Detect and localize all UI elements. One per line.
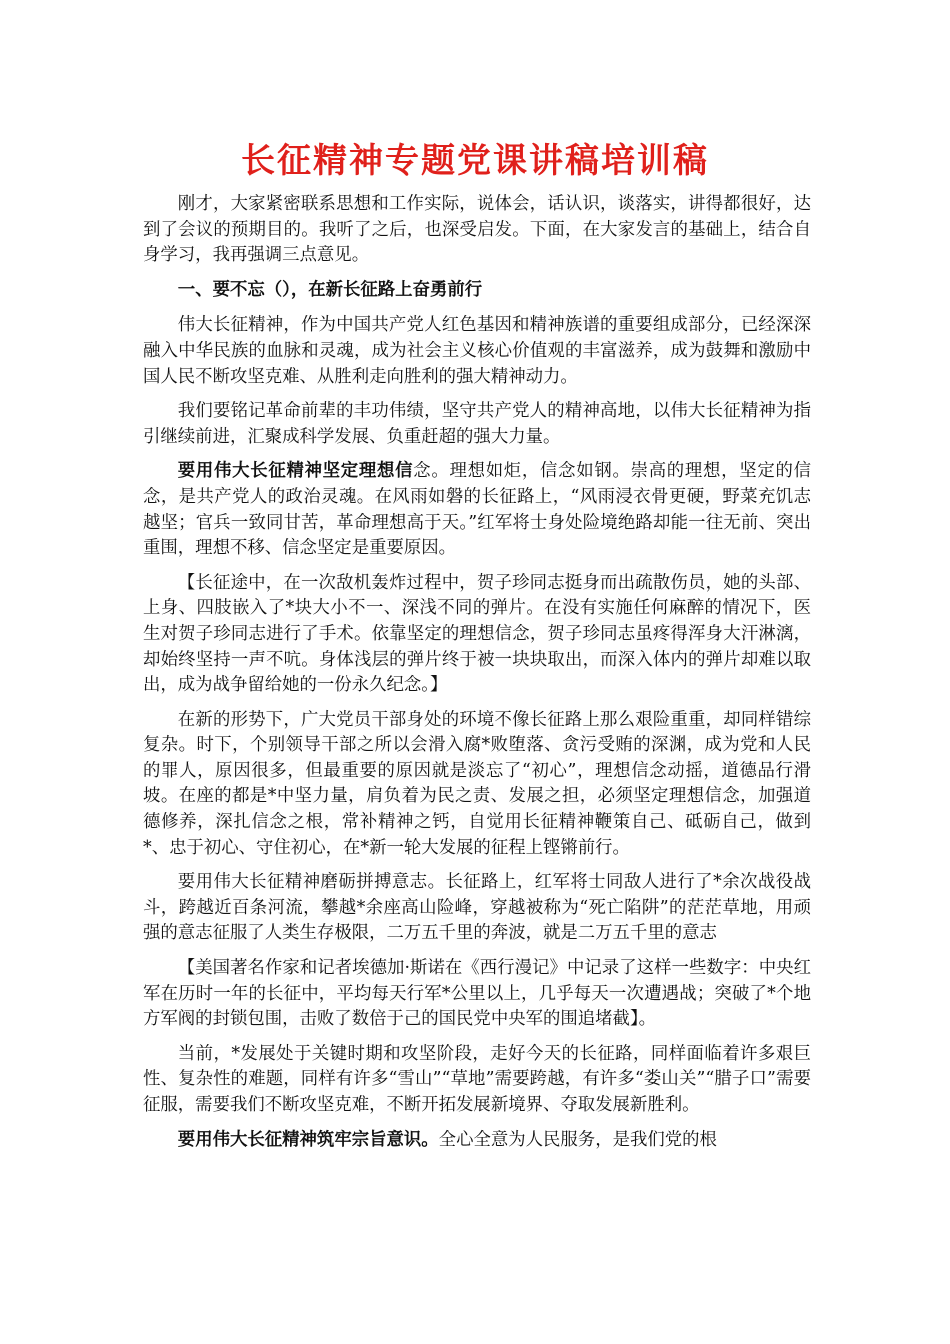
paragraph-text: 念。理想如炬，信念如钢。崇高的理想，坚定的信念，是共产党人的政治灵魂。在风雨如磐的长征路上，“风雨浸衣骨更硬，野菜充饥志越坚；官兵一致同甘苦，革命理想高于天。”红军将士身处险境绝路却能一往无前、突出重围，理想不移、信念坚定是重要原因。 — [143, 461, 811, 559]
paragraph: 当前，*发展处于关键时期和攻坚阶段，走好今天的长征路，同样面临着许多艰巨性、复杂性的难题，同样有许多“雪山”“草地”需要跨越，有许多“娄山关”“腊子口”需要征服，需要我们不断攻坚克难，不断开拓发展新境界、夺取发展新胜利。 — [143, 1043, 811, 1115]
section-heading-1: 一、要不忘（），在新长征路上奋勇前行 — [177, 279, 483, 300]
paragraph: 伟大长征精神，作为中国共产党人红色基因和精神族谱的重要组成部分，已经深深融入中华民族的血脉和灵魂，成为社会主义核心价值观的丰富滋养，成为鼓舞和激励中国人民不断攻坚克难、从胜利走向胜利的强大精神动力。 — [143, 315, 811, 387]
paragraph-intro: 刚才，大家紧密联系思想和工作实际，说体会，话认识，谈落实，讲得都很好，达到了会议的预期目的。我听了之后，也深受启发。下面，在大家发言的基础上，结合自身学习，我再强调三点意见。 — [143, 194, 811, 266]
document-body — [143, 192, 811, 1153]
paragraph-story-snow: 【美国著名作家和记者埃德加·斯诺在《西行漫记》中记录了这样一些数字：中央红军在历时一年的长征中，平均每天行军*公里以上，几乎每天一次遭遇战；突破了*个地方军阀的封锁包围，击败了数倍于己的国民党中央军的围追堵截】。 — [143, 958, 811, 1030]
paragraph-purpose — [143, 1128, 811, 1154]
paragraph-lead: 要用伟大长征精神筑牢宗旨意识。 — [177, 1129, 439, 1150]
paragraph-story-he-zizhen: 【长征途中，在一次敌机轰炸过程中，贺子珍同志挺身而出疏散伤员，她的头部、上身、四肢嵌入了*块大小不一、深浅不同的弹片。在没有实施任何麻醉的情况下，医生对贺子珍同志进行了手术。依靠坚定的理想信念，贺子珍同志虽疼得浑身大汗淋漓，却始终坚持一声不吭。身体浅层的弹片终于被一块块取出，而深入体内的弹片却难以取出，成为战争留给她的一份永久纪念。】 — [143, 572, 811, 696]
paragraph-ideals — [143, 459, 811, 561]
document-title: 长征精神专题党课讲稿培训稿 — [241, 141, 709, 181]
paragraph-lead: 要用伟大长征精神坚定理想信 — [177, 461, 414, 482]
paragraph: 在新的形势下，广大党员干部身处的环境不像长征路上那么艰险重重，却同样错综复杂。时下，个别领导干部之所以会滑入腐*败堕落、贪污受贿的深渊，成为党和人民的罪人，原因很多，但最重要的原因就是淡忘了“初心”，理想信念动摇，道德品行滑坡。在座的都是*中坚力量，肩负着为民之责、发展之担，必须坚定理想信念，加强道德修养，深扎信念之根，常补精神之钙，自觉用长征精神鞭策自己、砥砺自己，做到*、忠于初心、守住初心，在*新一轮大发展的征程上铿锵前行。 — [143, 709, 811, 858]
paragraph: 要用伟大长征精神磨砺拼搏意志。长征路上，红军将士同敌人进行了*余次战役战斗，跨越近百条河流，攀越*余座高山险峰，穿越被称为“死亡陷阱”的茫茫草地，用顽强的意志征服了人类生存极限，二万五千里的奔波，就是二万五千里的意志 — [143, 872, 811, 944]
paragraph-text: 全心全意为人民服务，是我们党的根 — [438, 1129, 717, 1150]
paragraph: 我们要铭记革命前辈的丰功伟绩，坚守共产党人的精神高地，以伟大长征精神为指引继续前进，汇聚成科学发展、负重赶超的强大力量。 — [143, 401, 811, 447]
